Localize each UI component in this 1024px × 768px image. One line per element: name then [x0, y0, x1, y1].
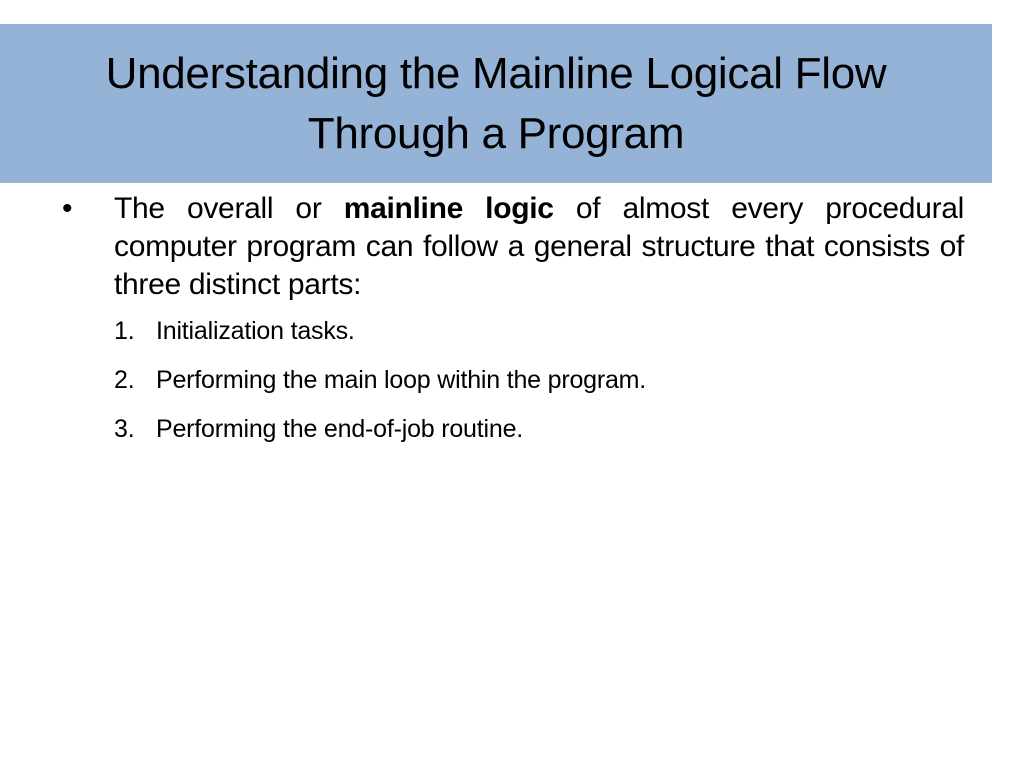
list-item-marker: 2. [114, 366, 135, 394]
list-item [114, 316, 964, 346]
slide-title: Understanding the Mainline Logical Flow Through a Program [105, 48, 887, 158]
bullet-icon: • [62, 192, 73, 225]
bullet-text-after: of almost every procedural computer program can follow a general structure that consists of three distinct parts: [114, 192, 965, 301]
bullet-bold-text: mainline logic [343, 192, 554, 225]
list-item-text: Initialization tasks. [156, 317, 355, 345]
bullet-text-before: The overall or [114, 192, 344, 225]
slide-body [58, 190, 964, 463]
bullet-item [58, 190, 964, 304]
list-item [114, 365, 964, 395]
title-band [0, 24, 992, 183]
list-item-text: Performing the end-of-job routine. [156, 415, 524, 443]
list-item-marker: 3. [114, 415, 135, 443]
list-item-text: Performing the main loop within the program. [156, 366, 647, 394]
bullet-text [114, 190, 964, 304]
list-item [114, 414, 964, 444]
parts-list [114, 316, 964, 444]
list-item-marker: 1. [114, 317, 135, 345]
